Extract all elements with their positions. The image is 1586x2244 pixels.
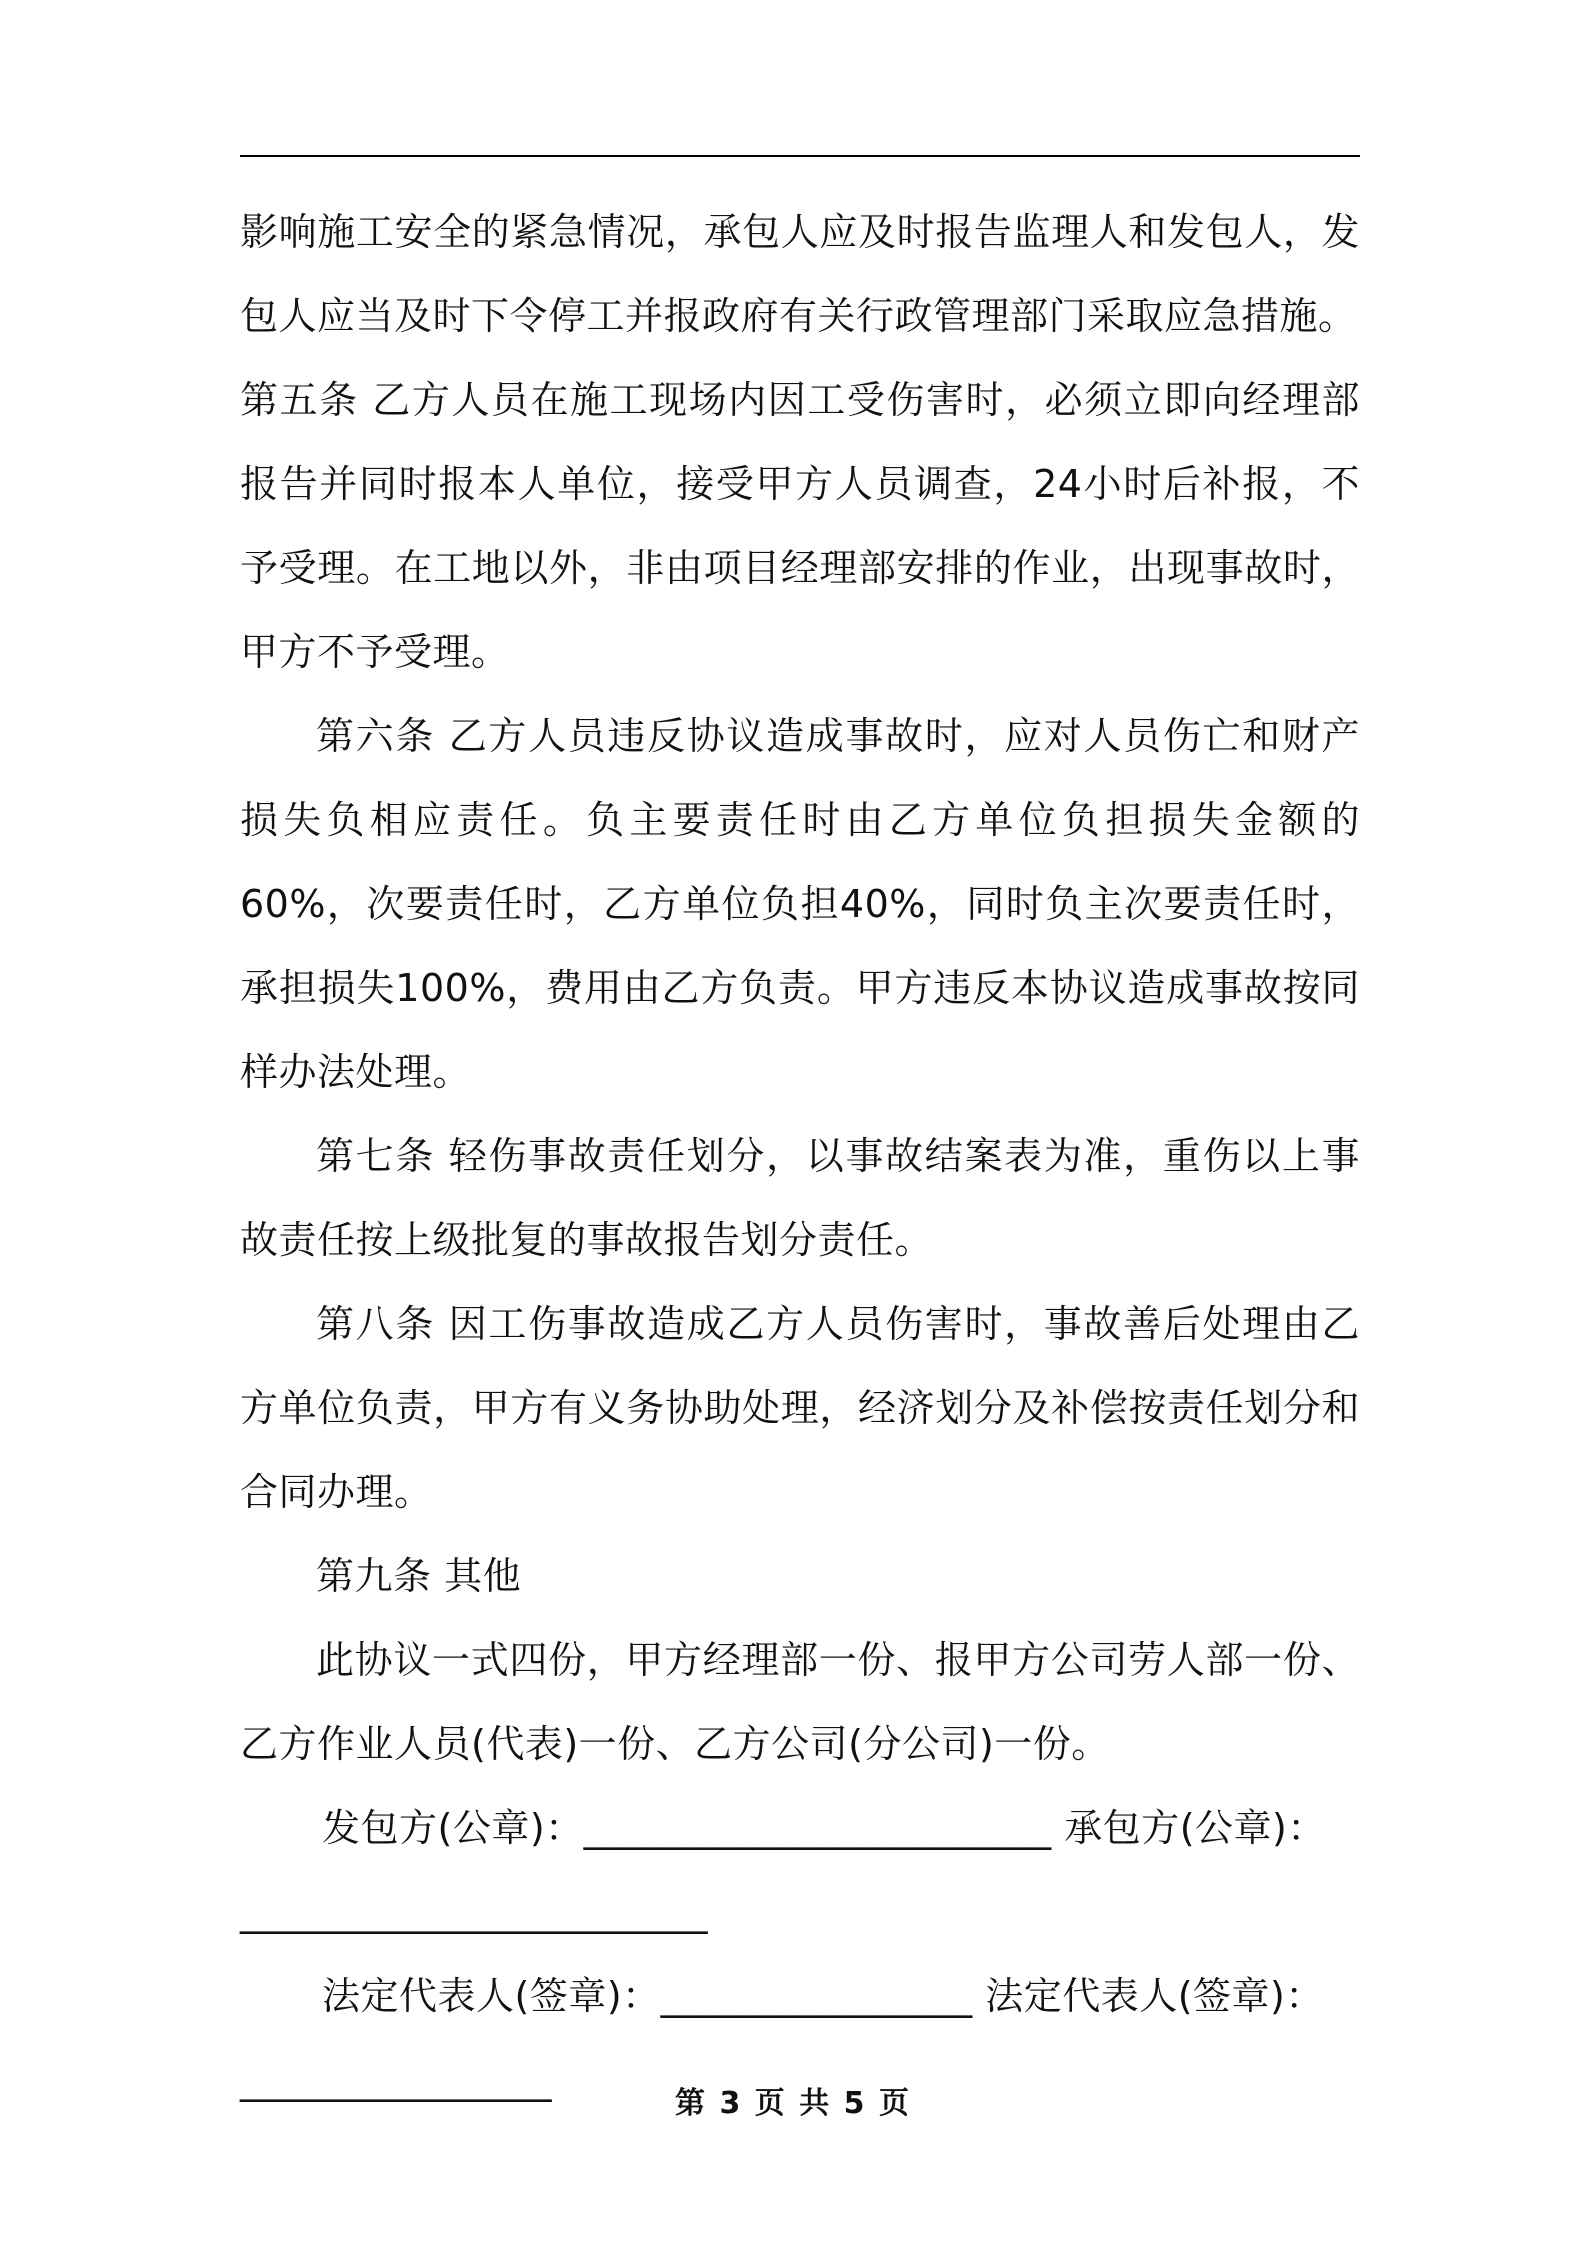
article-7: 第七条 轻伤事故责任划分，以事故结案表为准，重伤以上事故责任按上级批复的事故报告划分责任。 — [240, 1134, 1360, 1262]
copies-clause: 此协议一式四份，甲方经理部一份、报甲方公司劳人部一份、乙方作业人员(代表)一份、乙方公司(分公司)一份。 — [240, 1638, 1360, 1766]
signature-row-representative: 法定代表人(签章)：________________ 法定代表人(签章)： — [322, 1974, 1324, 2018]
signature-row-representative-continued: ________________ — [240, 2058, 552, 2102]
article-6: 第六条 乙方人员违反协议造成事故时，应对人员伤亡和财产损失负相应责任。负主要责任时由乙方单位负担损失金额的60%，次要责任时，乙方单位负担40%，同时负主次要责任时，承担损失100%，费用由乙方负责。甲方违反本协议造成事故按同样办法处理。 — [240, 714, 1360, 1094]
page-number: 第 3 页 共 5 页 — [675, 2086, 911, 2121]
signature-row-seal: 发包方(公章)：________________________ 承包方(公章)： — [322, 1806, 1326, 1850]
article-8: 第八条 因工伤事故造成乙方人员伤害时，事故善后处理由乙方单位负责，甲方有义务协助处理，经济划分及补偿按责任划分和合同办理。 — [240, 1302, 1360, 1514]
article-9: 第九条 其他 — [316, 1554, 522, 1598]
signature-row-seal-continued: ________________________ — [240, 1890, 708, 1934]
document-body — [240, 190, 1360, 2122]
paragraph-continuation: 影响施工安全的紧急情况，承包人应及时报告监理人和发包人，发包人应当及时下令停工并报政府有关行政管理部门采取应急措施。 — [240, 210, 1360, 338]
article-5: 第五条 乙方人员在施工现场内因工受伤害时，必须立即向经理部报告并同时报本人单位，接受甲方人员调查，24小时后补报，不予受理。在工地以外，非由项目经理部安排的作业，出现事故时，甲方不予受理。 — [240, 378, 1360, 674]
header-rule — [240, 155, 1360, 157]
